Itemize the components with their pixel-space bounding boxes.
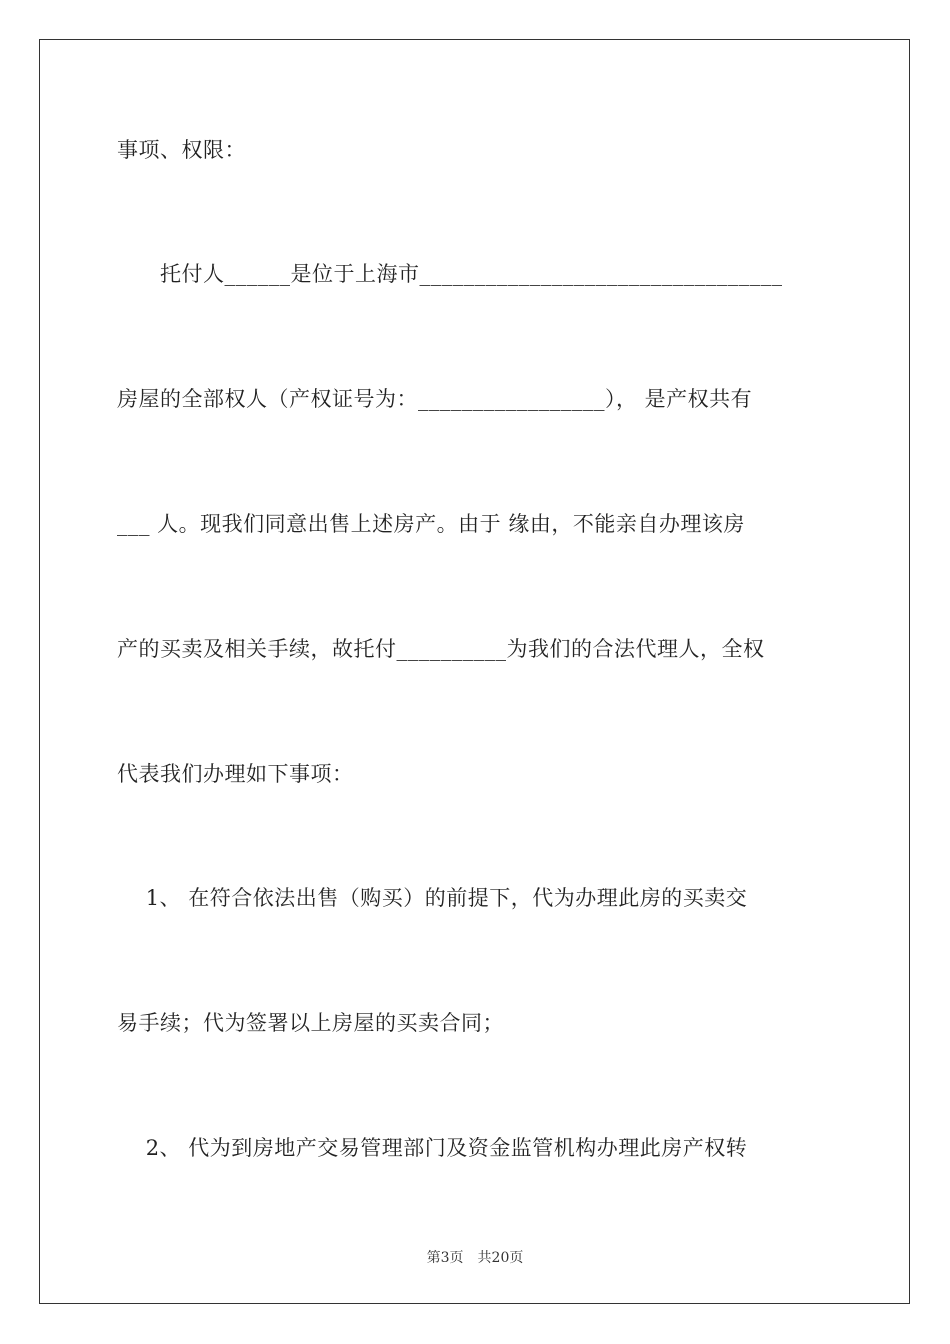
document-line-7: 1、 在符合依法出售（购买）的前提下，代为办理此房的买卖交 xyxy=(117,886,748,910)
document-line-5: 产的买卖及相关手续，故托付__________为我们的合法代理人，全权 xyxy=(117,637,765,661)
document-line-8: 易手续；代为签署以上房屋的买卖合同； xyxy=(117,1011,504,1035)
document-line-3: 房屋的全部权人（产权证号为：_________________）， 是产权共有 xyxy=(117,387,753,411)
document-line-2: 托付人______是位于上海市_________________________________ xyxy=(117,262,783,286)
document-line-9: 2、 代为到房地产交易管理部门及资金监管机构办理此房产权转 xyxy=(117,1136,748,1160)
document-line-1: 事项、权限： xyxy=(117,138,246,162)
page-border xyxy=(39,39,910,1304)
document-line-4: ___ 人。现我们同意出售上述房产。由于 缘由，不能亲自办理该房 xyxy=(117,512,745,536)
document-line-6: 代表我们办理如下事项： xyxy=(117,762,354,786)
page-number-footer: 第3页 共20页 xyxy=(426,1250,524,1266)
